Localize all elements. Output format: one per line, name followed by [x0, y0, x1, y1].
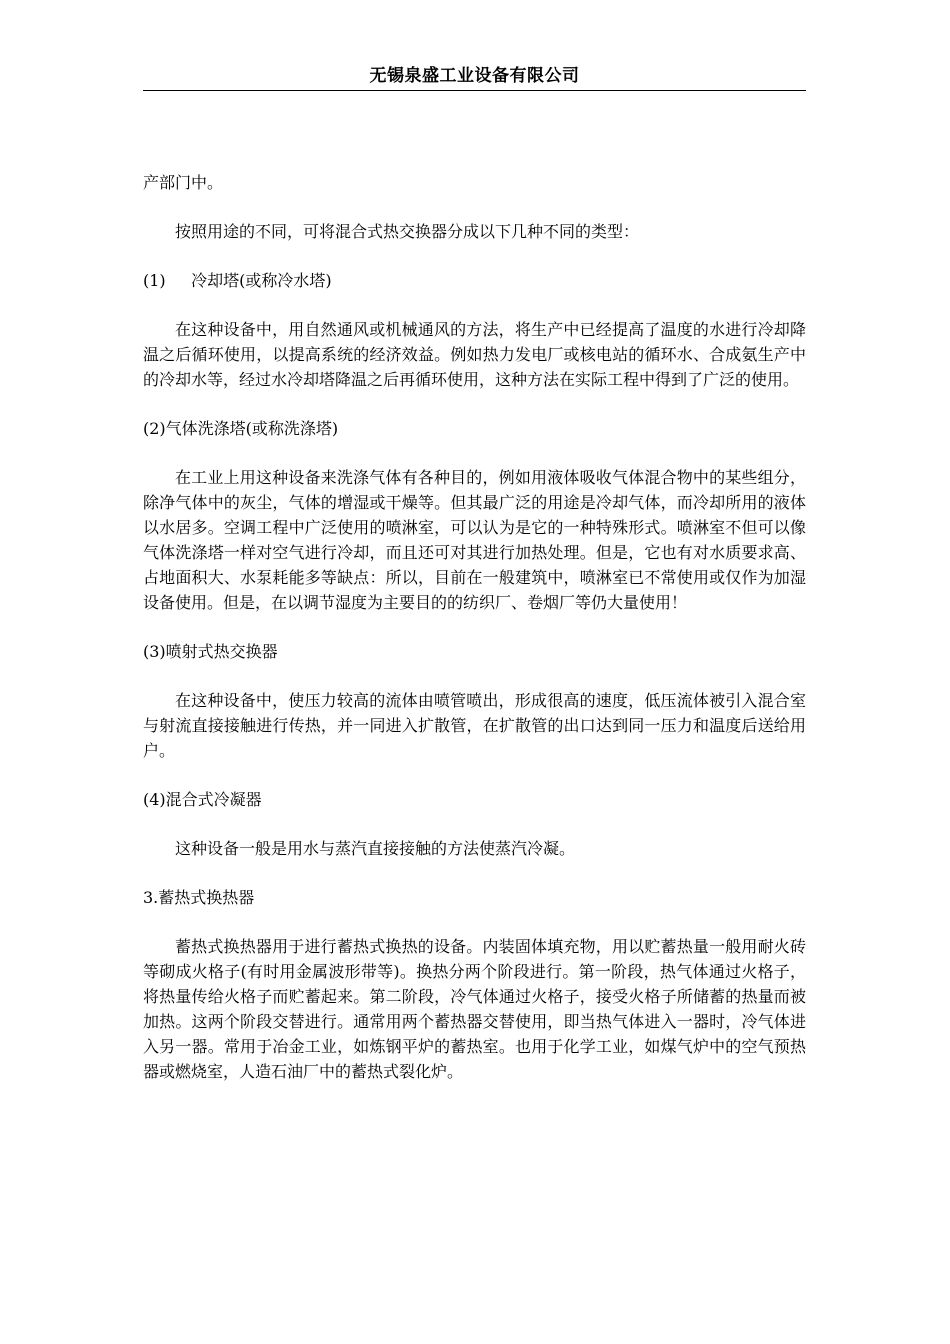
intro-paragraph: 按照用途的不同，可将混合式热交换器分成以下几种不同的类型： — [175, 222, 640, 241]
section-heading-gas-scrubber: (2)气体洗涤塔(或称洗涤塔) — [143, 419, 339, 438]
section-heading-regenerator: 3.蓄热式换热器 — [143, 888, 255, 907]
document-body — [143, 170, 806, 1084]
section-heading-mixing-condenser: (4)混合式冷凝器 — [143, 790, 262, 809]
paragraph-jet-exchanger: 在这种设备中，使压力较高的流体由喷管喷出，形成很高的速度，低压流体被引入混合室与射流直接接触进行传热，并一同进入扩散管，在扩散管的出口达到同一压力和温度后送给用户。 — [143, 691, 806, 760]
paragraph-gas-scrubber: 在工业上用这种设备来洗涤气体有各种目的，例如用液体吸收气体混合物中的某些组分，除净气体中的灰尘，气体的增湿或干燥等。但其最广泛的用途是冷却气体，而冷却所用的液体以水居多。空调工程中广泛使用的喷淋室，可以认为是它的一种特殊形式。喷淋室不但可以像气体洗涤塔一样对空气进行冷却，而且还可对其进行加热处理。但是，它也有对水质要求高、占地面积大、水泵耗能多等缺点：所以，目前在一般建筑中，喷淋室已不常使用或仅作为加湿设备使用。但是，在以调节湿度为主要目的的纺织厂、卷烟厂等仍大量使用！ — [143, 468, 806, 612]
page-header — [143, 62, 806, 91]
section-heading-cooling-tower: (1) 冷却塔(或称冷水塔) — [143, 271, 332, 290]
paragraph-cooling-tower: 在这种设备中，用自然通风或机械通风的方法，将生产中已经提高了温度的水进行冷却降温之后循环使用，以提高系统的经济效益。例如热力发电厂或核电站的循环水、合成氨生产中的冷却水等，经过水冷却塔降温之后再循环使用，这种方法在实际工程中得到了广泛的使用。 — [143, 320, 806, 389]
paragraph-regenerator: 蓄热式换热器用于进行蓄热式换热的设备。内装固体填充物，用以贮蓄热量一般用耐火砖等砌成火格子(有时用金属波形带等)。换热分两个阶段进行。第一阶段，热气体通过火格子，将热量传给火格子而贮蓄起来。第二阶段，冷气体通过火格子，接受火格子所储蓄的热量而被加热。这两个阶段交替进行。通常用两个蓄热器交替使用，即当热气体进入一器时，冷气体进入另一器。常用于冶金工业，如炼钢平炉的蓄热室。也用于化学工业，如煤气炉中的空气预热器或燃烧室，人造石油厂中的蓄热式裂化炉。 — [143, 937, 806, 1081]
paragraph-mixing-condenser: 这种设备一般是用水与蒸汽直接接触的方法使蒸汽冷凝。 — [175, 839, 576, 858]
section-heading-jet-exchanger: (3)喷射式热交换器 — [143, 642, 278, 661]
company-name: 无锡泉盛工业设备有限公司 — [369, 66, 580, 86]
continuation-text: 产部门中。 — [143, 173, 224, 192]
